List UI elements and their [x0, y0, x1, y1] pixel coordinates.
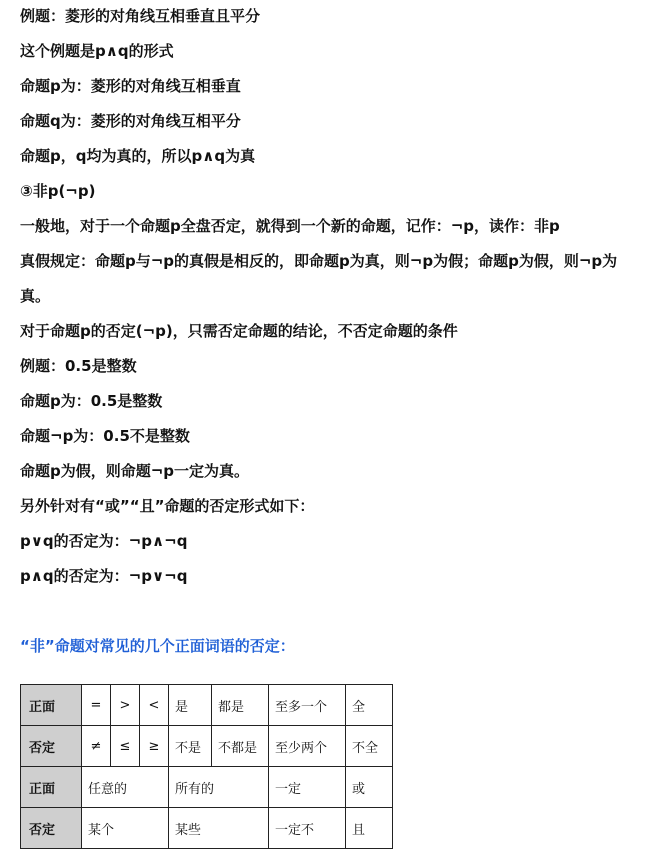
table-cell: ≥ [140, 726, 169, 767]
table-cell: 且 [346, 808, 393, 849]
table-cell: 是 [169, 685, 212, 726]
table-cell: 不都是 [212, 726, 269, 767]
text-line-6: ③非p(¬p) [20, 182, 96, 200]
text-line-1: 例题：菱形的对角线互相垂直且平分 [20, 7, 261, 25]
text-line-4: 命题q为：菱形的对角线互相平分 [20, 112, 241, 130]
table-row [21, 726, 393, 767]
table-cell: 至多一个 [269, 685, 346, 726]
table-row [21, 685, 393, 726]
text-line-3: 命题p为：菱形的对角线互相垂直 [20, 77, 241, 95]
section-title: “非”命题对常见的几个正面词语的否定： [20, 637, 295, 655]
row-header: 否定 [21, 808, 82, 849]
table-cell: 全 [346, 685, 393, 726]
text-line-11: 例题：0.5是整数 [20, 357, 137, 375]
text-line-10: 对于命题p的否定(¬p)，只需否定命题的结论，不否定命题的条件 [20, 322, 458, 340]
text-line-12: 命题p为：0.5是整数 [20, 392, 163, 410]
negation-table [20, 684, 393, 849]
text-line-7: 一般地，对于一个命题p全盘否定，就得到一个新的命题，记作：¬p，读作：非p [20, 217, 560, 235]
table-cell: 至少两个 [269, 726, 346, 767]
table-cell: 都是 [212, 685, 269, 726]
text-line-2: 这个例题是p∧q的形式 [20, 42, 174, 60]
table-cell: 任意的 [82, 767, 169, 808]
table-cell: 不全 [346, 726, 393, 767]
row-header: 否定 [21, 726, 82, 767]
table-cell: ≤ [111, 726, 140, 767]
text-line-15: 另外针对有“或”“且”命题的否定形式如下： [20, 497, 315, 515]
table-row [21, 767, 393, 808]
table-cell: 一定 [269, 767, 346, 808]
table-cell: > [111, 685, 140, 726]
table-cell: < [140, 685, 169, 726]
table-cell: 或 [346, 767, 393, 808]
table-cell: 某些 [169, 808, 269, 849]
table-cell: 某个 [82, 808, 169, 849]
text-line-9: 真。 [20, 287, 51, 305]
text-line-16: p∨q的否定为：¬p∧¬q [20, 532, 188, 550]
text-line-14: 命题p为假，则命题¬p一定为真。 [20, 462, 250, 480]
row-header: 正面 [21, 685, 82, 726]
text-line-17: p∧q的否定为：¬p∨¬q [20, 567, 188, 585]
text-line-13: 命题¬p为：0.5不是整数 [20, 427, 190, 445]
table-row [21, 808, 393, 849]
table-cell: = [82, 685, 111, 726]
table-cell: 一定不 [269, 808, 346, 849]
table-cell: 所有的 [169, 767, 269, 808]
text-line-5: 命题p，q均为真的，所以p∧q为真 [20, 147, 256, 165]
row-header: 正面 [21, 767, 82, 808]
text-line-8: 真假规定：命题p与¬p的真假是相反的，即命题p为真，则¬p为假；命题p为假，则¬p为 [20, 252, 618, 270]
table-cell: 不是 [169, 726, 212, 767]
table-cell: ≠ [82, 726, 111, 767]
